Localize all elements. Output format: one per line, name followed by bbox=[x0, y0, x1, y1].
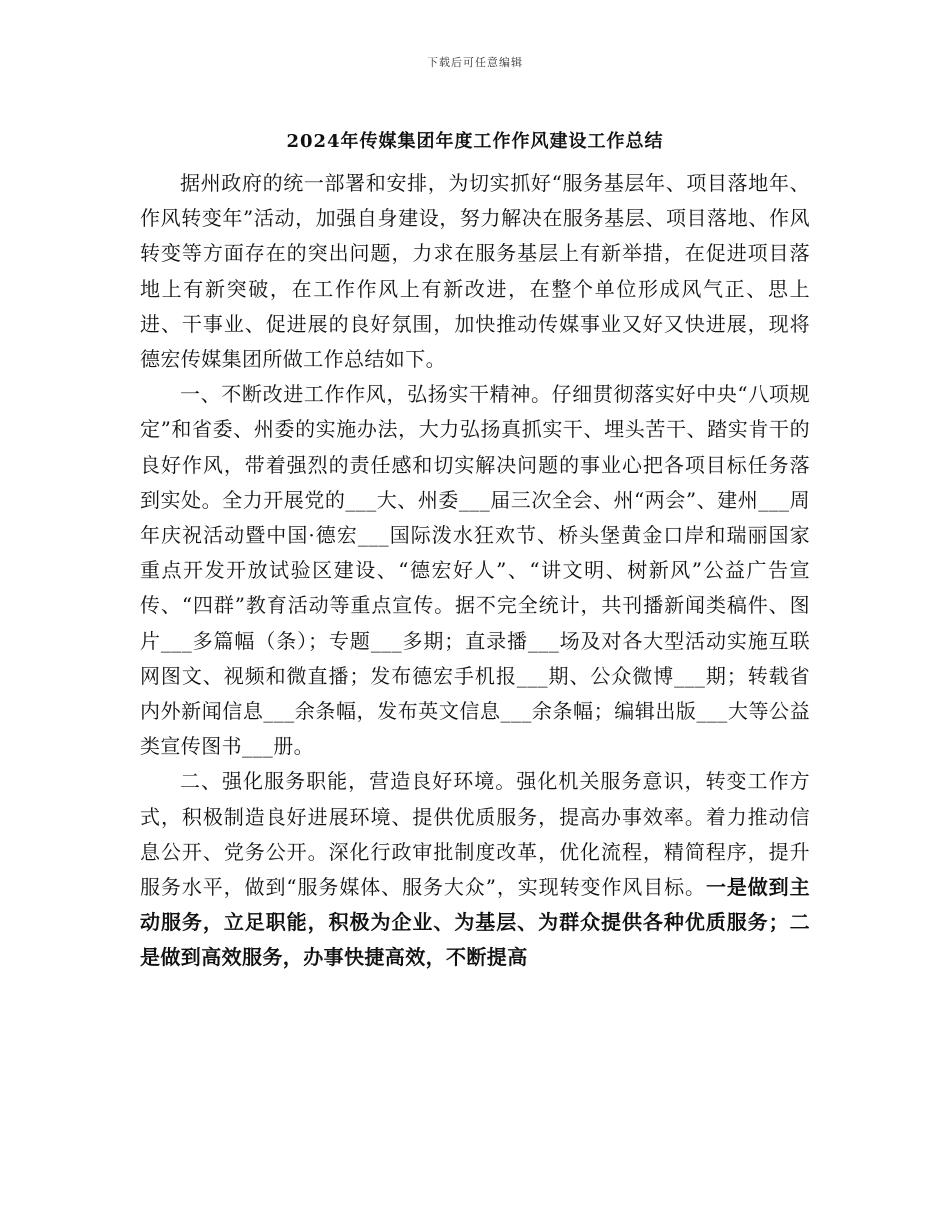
header-note: 下载后可任意编辑 bbox=[427, 56, 523, 69]
paragraph-section-1-text: 一、不断改进工作作风，弘扬实干精神。仔细贯彻落实好中央“八项规定”和省委、州委的实施办法，大力弘扬真抓实干、埋头苦干、踏实肯干的良好作风，带着强烈的责任感和切实解决问题的事业心把各项目标任务落到实处。全力开展党的___大、州委___届三次全会、州“两会”、建州___周年庆祝活动暨中国·德宏___国际泼水狂欢节、桥头堡黄金口岸和瑞丽国家重点开发开放试验区建设、“德宏好人”、“讲文明、树新风”公益广告宣传、“四群”教育活动等重点宣传。据不完全统计，共刊播新闻类稿件、图片___多篇幅（条）；专题___多期；直录播___场及对各大型活动实施互联网图文、视频和微直播；发布德宏手机报___期、公众微博___期；转载省内外新闻信息___余条幅，发布英文信息___余条幅；编辑出版___大等公益类宣传图书___册。 bbox=[140, 382, 810, 759]
paragraph-intro-text: 据州政府的统一部署和安排，为切实抓好“服务基层年、项目落地年、作风转变年”活动，加强自身建设，努力解决在服务基层、项目落地、作风转变等方面存在的突出问题，力求在服务基层上有新举措，在促进项目落地上有新突破，在工作作风上有新改进，在整个单位形成风气正、思上进、干事业、促进展的良好氛围，加快推动传媒事业又好又快进展，现将德宏传媒集团所做工作总结如下。 bbox=[140, 171, 810, 372]
paragraph-section-2 bbox=[140, 764, 810, 975]
document-body bbox=[140, 166, 810, 976]
paragraph-section-1 bbox=[140, 377, 810, 764]
paragraph-section-2-text: 二、强化服务职能，营造良好环境。强化机关服务意识，转变工作方式，积极制造良好进展环境、提供优质服务，提高办事效率。着力推动信息公开、党务公开。深化行政审批制度改革，优化流程，精简程序，提升服务水平，做到“服务媒体、服务大众”，实现转变作风目标。 bbox=[140, 769, 810, 900]
paragraph-section-2-bold-text: 一是做到主动服务，立足职能，积极为企业、为基层、为群众提供各种优质服务；二是做到高效服务，办事快捷高效，不断提高 bbox=[140, 875, 810, 970]
paragraph-intro bbox=[140, 166, 810, 377]
document-title: 2024年传媒集团年度工作作风建设工作总结 bbox=[286, 131, 664, 152]
